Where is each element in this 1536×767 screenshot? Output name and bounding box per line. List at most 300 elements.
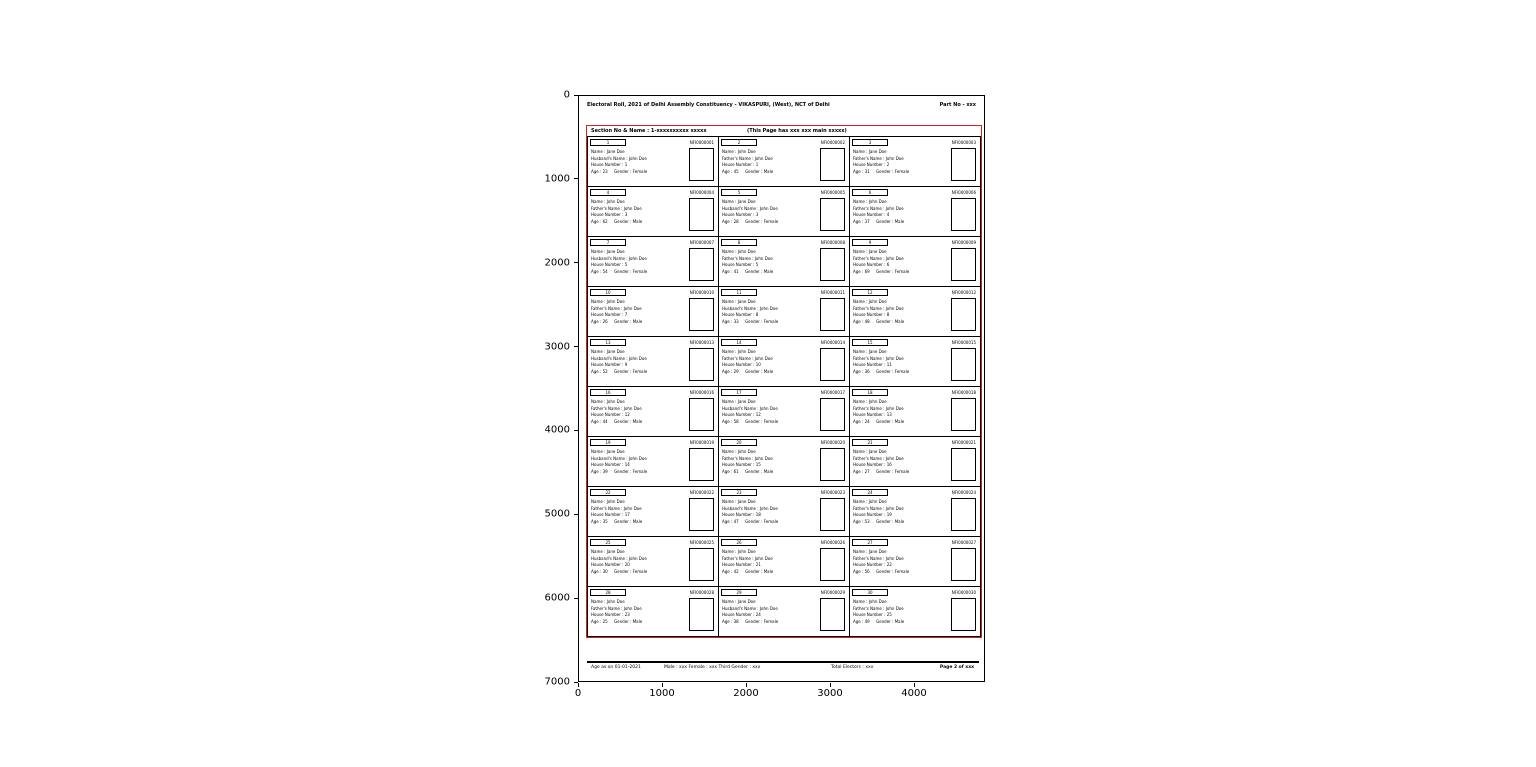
voter-relation: Father's Name : John Doe	[722, 555, 773, 561]
photo-box	[689, 198, 714, 231]
photo-box	[689, 398, 714, 431]
serial-number-box: 1	[590, 139, 626, 146]
voter-age-gender: Age : 69 Gender : Female	[853, 268, 910, 274]
photo-box	[689, 298, 714, 331]
voter-name: Name : Jane Doe	[853, 149, 887, 154]
epic-number: NFI0000007	[689, 239, 714, 245]
part-number: Part No - xxx	[939, 102, 976, 108]
voter-house-number: House Number : 11	[853, 362, 892, 368]
voter-age-gender: Age : 30 Gender : Female	[591, 568, 648, 574]
epic-number: NFI0000010	[689, 289, 714, 295]
voter-fields	[591, 499, 685, 525]
voter-age-gender: Age : 44 Gender : Male	[591, 418, 643, 424]
voter-fields	[591, 449, 685, 475]
voter-house-number: House Number : 5	[591, 262, 628, 268]
voter-relation: Father's Name : John Doe	[853, 505, 904, 511]
epic-number: NFI0000012	[951, 289, 976, 295]
voter-age-gender: Age : 38 Gender : Female	[722, 618, 779, 624]
voter-name: Name : John Doe	[853, 299, 887, 304]
serial-number-box: 21	[852, 439, 888, 446]
voter-age-gender: Age : 52 Gender : Female	[591, 368, 648, 374]
voter-house-number: House Number : 3	[722, 212, 759, 218]
epic-number: NFI0000023	[820, 489, 845, 495]
x-tick-label: 3000	[817, 688, 843, 699]
y-tick-label: 5000	[544, 508, 570, 520]
voter-relation: Father's Name : John Doe	[853, 605, 904, 611]
voter-name: Name : Jane Doe	[853, 249, 887, 254]
voter-fields	[591, 349, 685, 375]
voter-card	[850, 487, 980, 536]
voter-name: Name : John Doe	[722, 549, 756, 554]
voter-fields	[591, 599, 685, 625]
voter-house-number: House Number : 20	[591, 562, 630, 568]
voter-house-number: House Number : 18	[722, 512, 761, 518]
voter-card	[719, 237, 849, 286]
voter-name: Name : John Doe	[722, 249, 756, 254]
photo-box	[689, 598, 714, 631]
voter-age-gender: Age : 49 Gender : Male	[853, 618, 905, 624]
serial-number-box: 29	[721, 589, 757, 596]
voter-card	[588, 287, 718, 336]
y-tick-label: 6000	[544, 592, 570, 604]
voter-card	[719, 337, 849, 386]
voter-age-gender: Age : 54 Gender : Female	[591, 268, 648, 274]
voter-house-number: House Number : 25	[853, 612, 892, 618]
epic-number: NFI0000029	[820, 589, 845, 595]
serial-number-box: 26	[721, 539, 757, 546]
voter-card	[719, 137, 849, 186]
footer-gender-counts: Male : xxx Female : xxx Third Gender : xxx	[664, 665, 761, 670]
photo-box	[689, 348, 714, 381]
voter-name: Name : Jane Doe	[722, 199, 756, 204]
voter-age-gender: Age : 33 Gender : Female	[722, 318, 779, 324]
voter-relation: Father's Name : John Doe	[722, 355, 773, 361]
serial-number-box: 13	[590, 339, 626, 346]
voter-house-number: House Number : 3	[591, 212, 628, 218]
photo-box	[820, 598, 845, 631]
photo-box	[951, 248, 976, 281]
voter-name: Name : John Doe	[722, 149, 756, 154]
voter-age-gender: Age : 23 Gender : Female	[591, 168, 648, 174]
voter-card	[850, 237, 980, 286]
voter-fields	[591, 549, 685, 575]
voter-house-number: House Number : 16	[853, 462, 892, 468]
voter-relation: Husband's Name : John Doe	[591, 155, 647, 161]
epic-number: NFI0000006	[951, 189, 976, 195]
voter-card	[588, 487, 718, 536]
photo-box	[820, 198, 845, 231]
serial-number-box: 15	[852, 339, 888, 346]
voter-name: Name : John Doe	[853, 499, 887, 504]
voter-relation: Father's Name : John Doe	[722, 155, 773, 161]
voter-house-number: House Number : 14	[591, 462, 630, 468]
voter-card	[719, 537, 849, 586]
red-border-box	[586, 125, 982, 638]
voter-card	[850, 137, 980, 186]
x-tick-mark	[830, 683, 831, 687]
voter-fields	[591, 249, 685, 275]
voter-age-gender: Age : 36 Gender : Female	[853, 368, 910, 374]
voter-age-gender: Age : 29 Gender : Male	[722, 368, 774, 374]
voter-age-gender: Age : 53 Gender : Male	[853, 518, 905, 524]
voter-house-number: House Number : 19	[853, 512, 892, 518]
voter-name: Name : John Doe	[853, 199, 887, 204]
voter-fields	[722, 549, 816, 575]
voter-relation: Husband's Name : John Doe	[591, 455, 647, 461]
voter-card	[719, 287, 849, 336]
photo-box	[951, 548, 976, 581]
x-tick-mark	[746, 683, 747, 687]
serial-number-box: 19	[590, 439, 626, 446]
voter-relation: Father's Name : John Doe	[591, 605, 642, 611]
voter-card	[588, 387, 718, 436]
voter-name: Name : John Doe	[591, 599, 625, 604]
photo-box	[820, 498, 845, 531]
epic-number: NFI0000021	[951, 439, 976, 445]
voter-relation: Father's Name : John Doe	[591, 505, 642, 511]
voter-age-gender: Age : 39 Gender : Female	[591, 468, 648, 474]
photo-box	[951, 498, 976, 531]
y-tick-label: 3000	[544, 341, 570, 353]
epic-number: NFI0000025	[689, 539, 714, 545]
voter-house-number: House Number : 22	[853, 562, 892, 568]
voter-fields	[722, 399, 816, 425]
voter-name: Name : Jane Doe	[591, 249, 625, 254]
voter-house-number: House Number : 2	[853, 162, 890, 168]
footer-age-note: Age as on 01-01-2021	[591, 665, 641, 670]
serial-number-box: 24	[852, 489, 888, 496]
y-tick-label: 1000	[544, 173, 570, 185]
voter-age-gender: Age : 48 Gender : Male	[853, 318, 905, 324]
epic-number: NFI0000004	[689, 189, 714, 195]
voter-relation: Father's Name : John Doe	[853, 155, 904, 161]
x-tick-label: 1000	[649, 688, 675, 699]
voter-house-number: House Number : 21	[722, 562, 761, 568]
voter-relation: Father's Name : John Doe	[853, 405, 904, 411]
voter-house-number: House Number : 15	[722, 462, 761, 468]
voter-name: Name : Jane Doe	[722, 299, 756, 304]
voter-fields	[853, 149, 947, 175]
serial-number-box: 4	[590, 189, 626, 196]
voter-card	[850, 337, 980, 386]
photo-box	[820, 398, 845, 431]
x-tick-label: 0	[574, 688, 582, 699]
epic-number: NFI0000002	[820, 139, 845, 145]
epic-number: NFI0000018	[951, 389, 976, 395]
voter-fields	[591, 299, 685, 325]
epic-number: NFI0000014	[820, 339, 845, 345]
x-tick-mark	[914, 683, 915, 687]
voter-fields	[722, 249, 816, 275]
epic-number: NFI0000001	[689, 139, 714, 145]
serial-number-box: 8	[721, 239, 757, 246]
serial-number-box: 20	[721, 439, 757, 446]
epic-number: NFI0000011	[820, 289, 845, 295]
epic-number: NFI0000003	[951, 139, 976, 145]
voter-name: Name : John Doe	[591, 299, 625, 304]
voter-name: Name : John Doe	[722, 349, 756, 354]
photo-box	[689, 548, 714, 581]
footer-page-number: Page 2 of xxx	[939, 665, 974, 670]
voter-fields	[722, 199, 816, 225]
electoral-roll-page	[579, 96, 984, 681]
photo-box	[820, 448, 845, 481]
voter-card	[719, 587, 849, 636]
voter-name: Name : Jane Doe	[722, 499, 756, 504]
voter-card	[588, 537, 718, 586]
page-title: Electoral Roll, 2021 of Delhi Assembly Constituency - VIKASPURI, (West), NCT of Delhi	[587, 102, 830, 108]
epic-number: NFI0000015	[951, 339, 976, 345]
voter-relation: Father's Name : John Doe	[722, 455, 773, 461]
serial-number-box: 18	[852, 389, 888, 396]
x-tick-label: 4000	[901, 688, 927, 699]
voter-fields	[722, 499, 816, 525]
voter-name: Name : John Doe	[591, 499, 625, 504]
voter-house-number: House Number : 1	[722, 162, 759, 168]
serial-number-box: 5	[721, 189, 757, 196]
voter-fields	[853, 249, 947, 275]
voter-fields	[853, 449, 947, 475]
voter-age-gender: Age : 35 Gender : Male	[591, 518, 643, 524]
voter-fields	[853, 499, 947, 525]
voter-house-number: House Number : 5	[722, 262, 759, 268]
voter-relation: Husband's Name : John Doe	[722, 205, 778, 211]
voter-card	[719, 187, 849, 236]
voter-card	[719, 437, 849, 486]
serial-number-box: 10	[590, 289, 626, 296]
y-tick-label: 2000	[544, 257, 570, 269]
epic-number: NFI0000008	[820, 239, 845, 245]
x-tick-mark	[662, 683, 663, 687]
voter-relation: Husband's Name : John Doe	[591, 555, 647, 561]
voter-relation: Husband's Name : John Doe	[591, 355, 647, 361]
y-tick-label: 4000	[544, 424, 570, 436]
voter-age-gender: Age : 37 Gender : Male	[853, 218, 905, 224]
serial-number-box: 3	[852, 139, 888, 146]
voter-house-number: House Number : 4	[853, 212, 890, 218]
voter-age-gender: Age : 24 Gender : Male	[853, 418, 905, 424]
x-tick-label: 2000	[733, 688, 759, 699]
voter-name: Name : John Doe	[591, 199, 625, 204]
serial-number-box: 16	[590, 389, 626, 396]
photo-box	[689, 248, 714, 281]
serial-number-box: 6	[852, 189, 888, 196]
epic-number: NFI0000020	[820, 439, 845, 445]
voter-name: Name : Jane Doe	[853, 349, 887, 354]
voter-relation: Father's Name : John Doe	[591, 405, 642, 411]
voter-age-gender: Age : 45 Gender : Male	[722, 168, 774, 174]
voter-card	[850, 187, 980, 236]
voter-fields	[591, 199, 685, 225]
voter-card	[588, 237, 718, 286]
voter-card	[588, 137, 718, 186]
voter-relation: Father's Name : John Doe	[591, 205, 642, 211]
voter-card	[850, 387, 980, 436]
voter-age-gender: Age : 47 Gender : Female	[722, 518, 779, 524]
x-tick-mark	[578, 683, 579, 687]
voter-name: Name : John Doe	[853, 399, 887, 404]
epic-number: NFI0000027	[951, 539, 976, 545]
voter-name: Name : John Doe	[853, 599, 887, 604]
epic-number: NFI0000017	[820, 389, 845, 395]
voter-relation: Father's Name : John Doe	[853, 355, 904, 361]
voter-fields	[722, 349, 816, 375]
section-title: Section No & Name : 1-xxxxxxxxxx xxxxx	[591, 128, 707, 134]
section-note: (This Page has xxx xxx main xxxxx)	[747, 128, 847, 134]
voter-age-gender: Age : 28 Gender : Female	[722, 218, 779, 224]
voter-fields	[853, 299, 947, 325]
epic-number: NFI0000030	[951, 589, 976, 595]
voter-fields	[722, 149, 816, 175]
photo-box	[820, 248, 845, 281]
photo-box	[820, 148, 845, 181]
voter-fields	[722, 299, 816, 325]
voter-relation: Father's Name : John Doe	[853, 455, 904, 461]
voter-house-number: House Number : 17	[591, 512, 630, 518]
epic-number: NFI0000009	[951, 239, 976, 245]
voter-fields	[853, 199, 947, 225]
voter-card	[850, 587, 980, 636]
voter-fields	[591, 149, 685, 175]
voter-fields	[591, 399, 685, 425]
voter-age-gender: Age : 26 Gender : Male	[591, 318, 643, 324]
voter-name: Name : Jane Doe	[591, 449, 625, 454]
voter-house-number: House Number : 13	[853, 412, 892, 418]
voter-name: Name : Jane Doe	[722, 399, 756, 404]
voter-house-number: House Number : 1	[591, 162, 628, 168]
photo-box	[951, 448, 976, 481]
voter-age-gender: Age : 58 Gender : Female	[722, 418, 779, 424]
voter-fields	[853, 399, 947, 425]
voter-fields	[853, 549, 947, 575]
voter-house-number: House Number : 8	[722, 312, 759, 318]
voter-card	[719, 487, 849, 536]
photo-box	[689, 148, 714, 181]
voter-house-number: House Number : 8	[853, 312, 890, 318]
serial-number-box: 9	[852, 239, 888, 246]
epic-number: NFI0000026	[820, 539, 845, 545]
y-tick-label: 0	[563, 89, 570, 101]
voter-house-number: House Number : 6	[853, 262, 890, 268]
epic-number: NFI0000016	[689, 389, 714, 395]
photo-box	[951, 348, 976, 381]
serial-number-box: 11	[721, 289, 757, 296]
voter-house-number: House Number : 12	[591, 412, 630, 418]
voter-relation: Father's Name : John Doe	[853, 555, 904, 561]
epic-number: NFI0000013	[689, 339, 714, 345]
voter-name: Name : Jane Doe	[591, 149, 625, 154]
voter-fields	[853, 349, 947, 375]
voter-name: Name : John Doe	[591, 399, 625, 404]
serial-number-box: 12	[852, 289, 888, 296]
photo-box	[951, 198, 976, 231]
epic-number: NFI0000024	[951, 489, 976, 495]
voter-age-gender: Age : 41 Gender : Male	[722, 268, 774, 274]
serial-number-box: 25	[590, 539, 626, 546]
voter-relation: Father's Name : John Doe	[722, 255, 773, 261]
voter-relation: Father's Name : John Doe	[591, 305, 642, 311]
voter-fields	[722, 599, 816, 625]
voter-card	[850, 537, 980, 586]
epic-number: NFI0000022	[689, 489, 714, 495]
photo-box	[689, 448, 714, 481]
serial-number-box: 23	[721, 489, 757, 496]
serial-number-box: 2	[721, 139, 757, 146]
epic-number: NFI0000019	[689, 439, 714, 445]
serial-number-box: 7	[590, 239, 626, 246]
photo-box	[951, 298, 976, 331]
section-header	[587, 126, 981, 136]
voter-age-gender: Age : 61 Gender : Male	[722, 468, 774, 474]
voter-fields	[722, 449, 816, 475]
photo-box	[951, 598, 976, 631]
voter-house-number: House Number : 7	[591, 312, 628, 318]
serial-number-box: 14	[721, 339, 757, 346]
footer-divider	[587, 661, 979, 663]
voter-relation: Father's Name : John Doe	[853, 305, 904, 311]
photo-box	[951, 398, 976, 431]
epic-number: NFI0000028	[689, 589, 714, 595]
serial-number-box: 27	[852, 539, 888, 546]
voter-name: Name : John Doe	[722, 449, 756, 454]
voter-house-number: House Number : 10	[722, 362, 761, 368]
serial-number-box: 28	[590, 589, 626, 596]
voter-relation: Husband's Name : John Doe	[722, 505, 778, 511]
voter-relation: Husband's Name : John Doe	[722, 605, 778, 611]
photo-box	[820, 298, 845, 331]
voter-house-number: House Number : 24	[722, 612, 761, 618]
voter-house-number: House Number : 12	[722, 412, 761, 418]
voter-card	[588, 337, 718, 386]
voter-relation: Husband's Name : John Doe	[722, 305, 778, 311]
voter-name: Name : Jane Doe	[853, 549, 887, 554]
voter-card	[588, 437, 718, 486]
voter-name: Name : Jane Doe	[591, 549, 625, 554]
voter-card	[588, 187, 718, 236]
voter-relation: Husband's Name : John Doe	[722, 405, 778, 411]
voter-age-gender: Age : 56 Gender : Female	[853, 568, 910, 574]
y-tick-label: 7000	[544, 676, 570, 688]
voter-card	[850, 287, 980, 336]
voter-name: Name : Jane Doe	[722, 599, 756, 604]
voter-house-number: House Number : 9	[591, 362, 628, 368]
epic-number: NFI0000005	[820, 189, 845, 195]
voter-house-number: House Number : 23	[591, 612, 630, 618]
voter-fields	[853, 599, 947, 625]
axes-frame	[578, 95, 985, 682]
photo-box	[820, 348, 845, 381]
photo-box	[689, 498, 714, 531]
voter-card	[850, 437, 980, 486]
voter-age-gender: Age : 25 Gender : Male	[591, 618, 643, 624]
voter-name: Name : Jane Doe	[591, 349, 625, 354]
voter-age-gender: Age : 31 Gender : Female	[853, 168, 910, 174]
photo-box	[820, 548, 845, 581]
serial-number-box: 22	[590, 489, 626, 496]
footer-total-electors: Total Electors : xxx	[831, 665, 874, 670]
voter-age-gender: Age : 42 Gender : Male	[722, 568, 774, 574]
voter-card	[588, 587, 718, 636]
photo-box	[951, 148, 976, 181]
voter-grid	[587, 136, 981, 637]
voter-card	[719, 387, 849, 436]
serial-number-box: 30	[852, 589, 888, 596]
voter-relation: Father's Name : John Doe	[853, 255, 904, 261]
serial-number-box: 17	[721, 389, 757, 396]
voter-relation: Husband's Name : John Doe	[591, 255, 647, 261]
voter-name: Name : Jane Doe	[853, 449, 887, 454]
voter-relation: Father's Name : John Doe	[853, 205, 904, 211]
